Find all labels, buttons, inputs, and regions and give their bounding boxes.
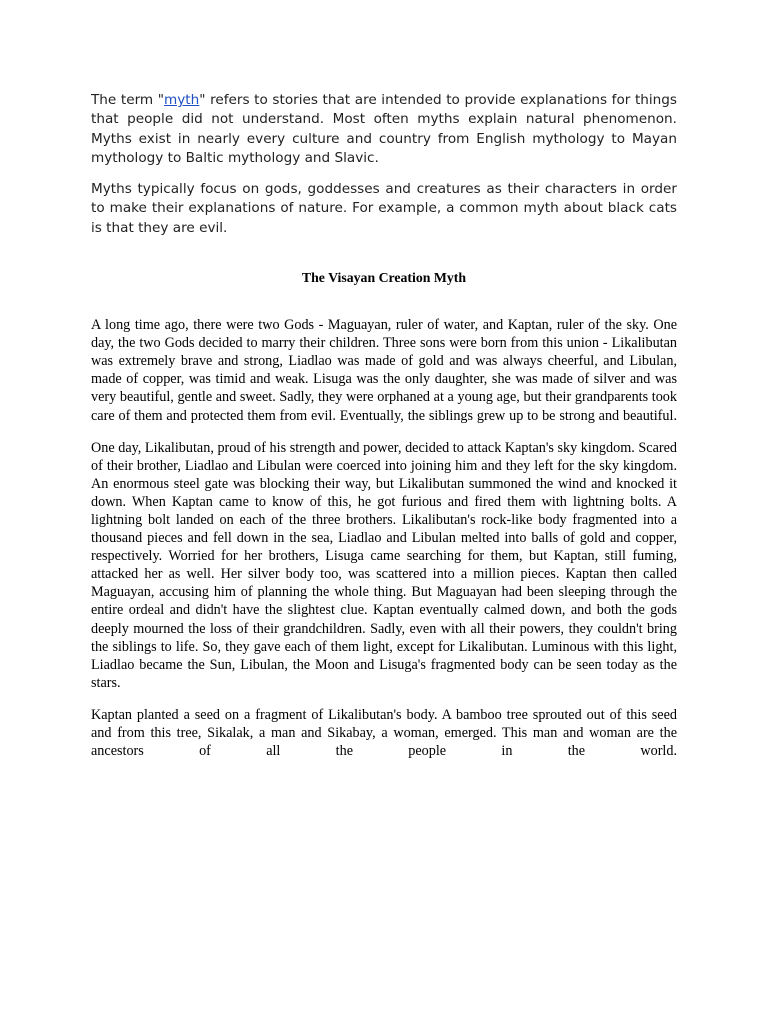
story-paragraph: Kaptan planted a seed on a fragment of Likalibutan's body. A bamboo tree sprouted out of this seed and from this tree, Sikalak, a man and Sikabay, a woman, emerged. This man and woman are the ancestors of all the people in the world. <box>91 706 677 760</box>
intro-text-after-link: " refers to stories that are intended to provide explanations for things that people did not understand. Most often myths explain natural phenomenon. Myths exist in nearly every culture and country from English mythology to Mayan mythology to Baltic mythology and Slavic. <box>91 92 678 166</box>
document-page <box>91 91 677 760</box>
story-body <box>91 316 677 760</box>
intro-paragraph-myth-definition <box>91 91 677 168</box>
story-paragraph: One day, Likalibutan, proud of his strength and power, decided to attack Kaptan's sky kingdom. Scared of their brother, Liadlao and Libulan were coerced into joining him and they left for the sky kingdom. An enormous steel gate was blocking their way, but Likalibutan summoned the wind and knocked it down. When Kaptan came to know of this, he got furious and fired them with lightning bolts. A lightning bolt landed on each of the three brothers. Likalibutan's rock-like body fragmented into a thousand pieces and fell down in the sea, Liadlao and Libulan melted into balls of gold and copper, respectively. Worried for her brothers, Lisuga came searching for them, but Kaptan, still fuming, attacked her as well. Her silver body too, was scattered into a million pieces. Kaptan then called Maguayan, accusing him of planning the whole thing. But Maguayan had been sleeping through the entire ordeal and didn't have the slightest clue. Kaptan eventually calmed down, and both the gods deeply mourned the loss of their grandchildren. Sadly, even with all their powers, they couldn't bring the siblings to life. So, they gave each of them light, except for Likalibutan. Luminous with this light, Liadlao became the Sun, Libulan, the Moon and Lisuga's fragmented body can be seen today as the stars. <box>91 439 677 691</box>
intro-text-before-link: The term " <box>91 92 165 108</box>
intro-paragraph-myth-focus: Myths typically focus on gods, goddesses and creatures as their characters in order to make their explanations of nature. For example, a common myth about black cats is that they are evil. <box>91 181 677 236</box>
story-title: The Visayan Creation Myth <box>301 270 467 286</box>
myth-link[interactable]: myth <box>164 92 200 108</box>
story-paragraph: A long time ago, there were two Gods - Maguayan, ruler of water, and Kaptan, ruler of the sky. One day, the two Gods decided to marry their children. Three sons were born from this union - Likalibutan was extremely brave and strong, Liadlao was made of gold and was always cheerful, and Libulan, made of copper, was timid and weak. Lisuga was the only daughter, she was made of silver and was very beautiful, gentle and sweet. Sadly, they were orphaned at a young age, but their grandparents took care of them and protected them from evil. Eventually, the siblings grew up to be strong and beautiful. <box>91 317 677 424</box>
